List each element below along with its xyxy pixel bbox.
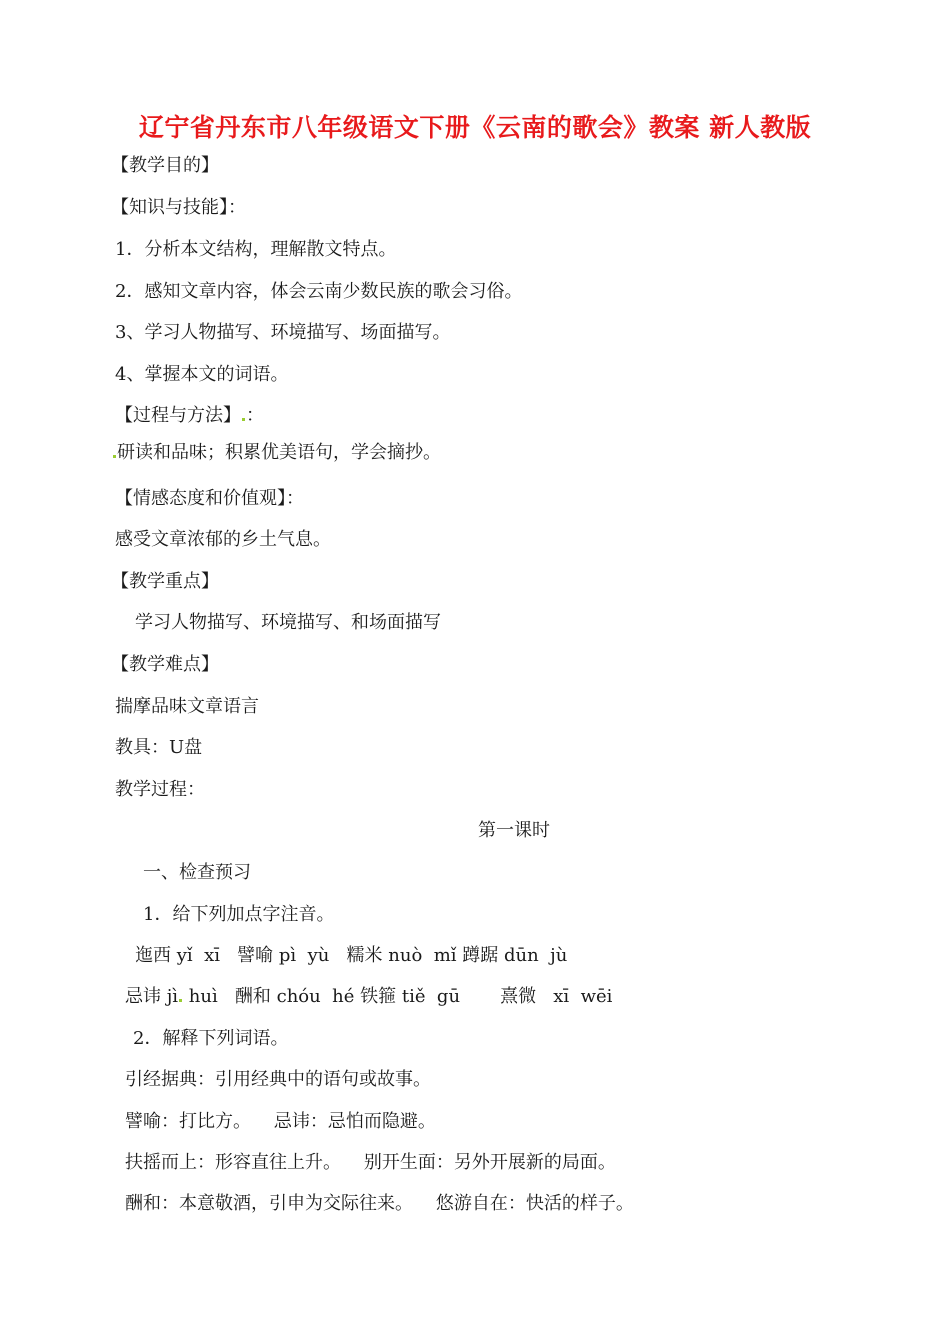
- document-title: 辽宁省丹东市八年级语文下册《云南的歌会》教案 新人教版: [138, 113, 812, 142]
- knowledge-item: 3、学习人物描写、环境描写、场面描写。: [115, 322, 451, 343]
- knowledge-item: 1．分析本文结构，理解散文特点。: [115, 239, 397, 260]
- heading-emotion: 【情感态度和价值观】：: [115, 488, 304, 509]
- dot-mark: [113, 455, 116, 458]
- pinyin-row: [125, 985, 612, 1009]
- knowledge-item: 2．感知文章内容，体会云南少数民族的歌会习俗。: [115, 281, 523, 302]
- heading-process-tail: ：: [246, 405, 264, 426]
- definition-line: 引经据典：引用经典中的语句或故事。: [125, 1069, 431, 1090]
- pinyin-row: 迤西 yǐ xī 譬喻 pì yù 糯米 nuò mǐ 蹲踞 dūn jù: [135, 945, 568, 966]
- section-title: 一、检查预习: [143, 862, 251, 883]
- pinyin-segment: 忌讳 jì: [125, 986, 179, 1007]
- difficult-text: 揣摩品味文章语言: [115, 696, 259, 717]
- tools-text: 教具：U盘: [115, 737, 203, 758]
- pinyin-segment: huì 酬和 chóu hé 铁箍 tiě gū 熹微 xī wēi: [183, 986, 613, 1007]
- process-line: [112, 441, 441, 465]
- key-text: 学习人物描写、环境描写、和场面描写: [135, 612, 441, 633]
- emotion-text: 感受文章浓郁的乡土气息。: [115, 529, 331, 550]
- task-title: 1．给下列加点字注音。: [143, 904, 335, 925]
- task-title: 2．解释下列词语。: [133, 1028, 289, 1049]
- definition-line: 譬喻：打比方。 忌讳：忌怕而隐避。: [125, 1111, 436, 1132]
- heading-difficult: 【教学难点】: [111, 654, 219, 675]
- process-text: 研读和品味；积累优美语句，学会摘抄。: [117, 442, 441, 463]
- lesson-title: 第一课时: [478, 820, 550, 841]
- heading-process: 【过程与方法】: [115, 405, 241, 426]
- definition-line: 扶摇而上：形容直往上升。 别开生面：另外开展新的局面。: [125, 1152, 616, 1173]
- heading-process-line: [115, 404, 264, 428]
- dot-mark: [179, 999, 182, 1002]
- procedure-text: 教学过程：: [115, 779, 205, 800]
- heading-objectives: 【教学目的】: [111, 155, 219, 176]
- dot-mark: [242, 418, 245, 421]
- definition-line: 酬和：本意敬酒，引申为交际往来。 悠游自在：快活的样子。: [125, 1193, 634, 1214]
- heading-key: 【教学重点】: [111, 571, 219, 592]
- knowledge-item: 4、掌握本文的词语。: [115, 364, 289, 385]
- heading-knowledge: 【知识与技能】：: [111, 197, 246, 218]
